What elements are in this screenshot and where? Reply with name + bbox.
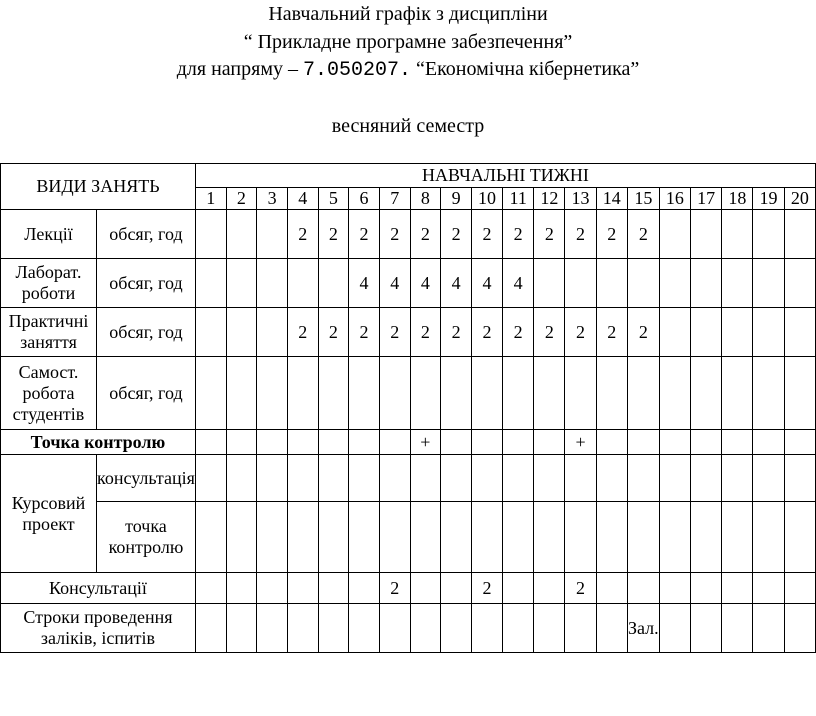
week-cell [503,357,534,430]
exam-cell [503,604,534,653]
week-cell [195,259,226,308]
consult-cell [659,573,690,604]
course-control-cell [257,502,288,573]
week-cell [659,357,690,430]
week-cell [753,357,784,430]
exam-cell [349,604,380,653]
week-cell [287,259,318,308]
course-control-cell [627,502,659,573]
course-consult-cell [287,455,318,502]
week-cell: 2 [627,210,659,259]
control-cell [503,430,534,455]
course-control-cell [318,502,349,573]
week-cell: 2 [287,308,318,357]
week-cell: 2 [349,308,380,357]
control-cell [257,430,288,455]
control-cell [722,430,753,455]
course-consult-cell [722,455,753,502]
week-cell [784,259,815,308]
week-cell [627,259,659,308]
control-cell: + [565,430,596,455]
week-cell [226,308,257,357]
week-cell: 2 [471,308,502,357]
weeks-header: НАВЧАЛЬНІ ТИЖНІ [195,164,815,188]
table-row [1,210,816,259]
week-cell: 2 [379,308,410,357]
title-line-3-suffix: “Економічна кібернетика” [416,58,640,80]
control-cell [659,430,690,455]
week-cell: 4 [410,259,441,308]
week-cell: 2 [596,308,627,357]
week-number: 7 [379,188,410,210]
week-cell [257,259,288,308]
table-row [1,455,816,502]
week-cell: 2 [379,210,410,259]
week-cell [753,210,784,259]
week-cell [195,308,226,357]
course-control-cell [565,502,596,573]
activity-label: Лекції [1,210,97,259]
week-cell [318,357,349,430]
schedule-table [0,163,816,653]
course-control-cell [722,502,753,573]
week-cell [257,357,288,430]
course-control-cell [534,502,565,573]
course-consult-cell [195,455,226,502]
course-project-label: Курсовий проект [1,455,97,573]
control-cell [226,430,257,455]
consult-cell [195,573,226,604]
consult-cell: 2 [379,573,410,604]
control-cell [691,430,722,455]
week-cell [379,357,410,430]
exam-cell [379,604,410,653]
course-control-cell [349,502,380,573]
week-cell [722,357,753,430]
course-control-cell [287,502,318,573]
course-consult-cell [471,455,502,502]
table-row [1,502,816,573]
table-row [1,308,816,357]
control-cell [753,430,784,455]
week-number: 20 [784,188,815,210]
exam-cell [287,604,318,653]
week-cell: 2 [534,308,565,357]
exam-cell [410,604,441,653]
course-consult-cell [784,455,815,502]
week-number: 5 [318,188,349,210]
course-consult-cell [379,455,410,502]
consult-cell [753,573,784,604]
consult-cell [226,573,257,604]
exam-cell [691,604,722,653]
week-cell [784,210,815,259]
consult-cell [627,573,659,604]
week-cell: 2 [565,210,596,259]
title-line-2: “ Прикладне програмне забезпечення” [243,31,573,53]
week-number: 15 [627,188,659,210]
week-cell: 4 [503,259,534,308]
course-control-label: точка контролю [97,502,196,573]
control-cell [287,430,318,455]
week-number: 1 [195,188,226,210]
consult-cell [318,573,349,604]
exam-dates-label: Строки проведення заліків, іспитів [1,604,196,653]
title-line-1: Навчальний графік з дисципліни [268,3,548,25]
week-cell [722,210,753,259]
consult-cell [691,573,722,604]
control-cell [784,430,815,455]
week-cell: 2 [287,210,318,259]
week-number: 17 [691,188,722,210]
week-cell [226,210,257,259]
week-cell: 2 [627,308,659,357]
week-cell: 4 [441,259,472,308]
activity-unit: обсяг, год [97,259,196,308]
consult-cell [287,573,318,604]
week-cell [596,357,627,430]
exam-cell [441,604,472,653]
course-control-cell [410,502,441,573]
course-consult-cell [596,455,627,502]
week-cell: 2 [565,308,596,357]
exam-cell [471,604,502,653]
week-cell [195,357,226,430]
week-cell [596,259,627,308]
week-cell: 2 [349,210,380,259]
consult-cell [596,573,627,604]
week-cell [565,259,596,308]
course-control-cell [753,502,784,573]
course-consult-cell [659,455,690,502]
course-control-cell [659,502,690,573]
week-cell: 2 [318,308,349,357]
consult-cell [722,573,753,604]
exam-cell [226,604,257,653]
control-cell [596,430,627,455]
week-cell [784,308,815,357]
week-cell [659,308,690,357]
activity-label: Самост. робота студентів [1,357,97,430]
week-cell [691,357,722,430]
exam-cell [318,604,349,653]
week-cell [627,357,659,430]
control-point-label: Точка контролю [1,430,196,455]
week-cell: 4 [379,259,410,308]
week-cell [691,210,722,259]
types-header: ВИДИ ЗАНЯТЬ [1,164,196,210]
week-cell: 2 [503,210,534,259]
consult-cell [410,573,441,604]
week-cell [722,308,753,357]
course-consult-cell [627,455,659,502]
control-cell [534,430,565,455]
course-consult-cell [318,455,349,502]
course-consult-cell [349,455,380,502]
week-cell: 2 [596,210,627,259]
course-consult-cell [534,455,565,502]
week-cell [722,259,753,308]
semester-title: весняний семестр [331,115,485,137]
week-number: 10 [471,188,502,210]
control-cell [471,430,502,455]
week-number: 3 [257,188,288,210]
activity-unit: обсяг, год [97,308,196,357]
week-cell [471,357,502,430]
activity-unit: обсяг, год [97,210,196,259]
consult-cell: 2 [471,573,502,604]
exam-cell [257,604,288,653]
week-number: 4 [287,188,318,210]
week-cell: 2 [503,308,534,357]
week-cell: 2 [471,210,502,259]
week-number: 13 [565,188,596,210]
control-cell [441,430,472,455]
control-cell [195,430,226,455]
week-cell [195,210,226,259]
week-cell [349,357,380,430]
week-cell [257,210,288,259]
week-number: 16 [659,188,690,210]
exam-cell [753,604,784,653]
activity-label: Практичні заняття [1,308,97,357]
table-row [1,430,816,455]
week-cell [226,259,257,308]
control-cell: + [410,430,441,455]
consult-cell [784,573,815,604]
course-consult-cell [441,455,472,502]
week-cell [257,308,288,357]
table-row [1,573,816,604]
week-cell: 2 [410,210,441,259]
week-cell [318,259,349,308]
exam-cell [565,604,596,653]
week-cell: 2 [441,210,472,259]
week-cell: 4 [471,259,502,308]
course-consult-cell [226,455,257,502]
week-cell: 2 [534,210,565,259]
exam-cell [722,604,753,653]
activity-unit: обсяг, год [97,357,196,430]
consult-cell [503,573,534,604]
week-number: 9 [441,188,472,210]
exam-cell [534,604,565,653]
table-row [1,357,816,430]
week-cell [534,259,565,308]
week-number: 19 [753,188,784,210]
week-number: 18 [722,188,753,210]
course-consultation-label: консультація [97,455,196,502]
week-cell [784,357,815,430]
week-cell [659,210,690,259]
exam-cell [195,604,226,653]
week-cell: 2 [318,210,349,259]
consult-cell: 2 [565,573,596,604]
week-cell [691,308,722,357]
week-number: 11 [503,188,534,210]
course-control-cell [503,502,534,573]
week-cell [287,357,318,430]
activity-label: Лаборат. роботи [1,259,97,308]
control-cell [379,430,410,455]
exam-cell [596,604,627,653]
table-row [1,259,816,308]
course-consult-cell [753,455,784,502]
exam-cell: Зал. [627,604,659,653]
week-cell [226,357,257,430]
week-cell [753,259,784,308]
course-control-cell [195,502,226,573]
course-consult-cell [503,455,534,502]
title-line-3-code: 7.050207. [302,59,412,82]
consult-cell [441,573,472,604]
title-line-3-prefix: для напряму – [176,58,298,80]
control-cell [318,430,349,455]
week-cell: 4 [349,259,380,308]
week-number: 6 [349,188,380,210]
consult-cell [349,573,380,604]
course-consult-cell [410,455,441,502]
week-cell [691,259,722,308]
week-number: 14 [596,188,627,210]
week-cell [565,357,596,430]
course-control-cell [691,502,722,573]
week-number: 2 [226,188,257,210]
course-control-cell [471,502,502,573]
week-number: 8 [410,188,441,210]
course-control-cell [784,502,815,573]
week-number: 12 [534,188,565,210]
course-control-cell [379,502,410,573]
week-cell [441,357,472,430]
consultations-label: Консультації [1,573,196,604]
week-cell [534,357,565,430]
course-control-cell [596,502,627,573]
week-cell [753,308,784,357]
title-line-3 [0,57,816,83]
control-cell [349,430,380,455]
week-cell [659,259,690,308]
exam-cell [659,604,690,653]
course-control-cell [226,502,257,573]
table-row [1,604,816,653]
control-cell [627,430,659,455]
course-consult-cell [565,455,596,502]
course-consult-cell [257,455,288,502]
week-cell: 2 [441,308,472,357]
consult-cell [534,573,565,604]
week-cell: 2 [410,308,441,357]
course-consult-cell [691,455,722,502]
week-cell [410,357,441,430]
exam-cell [784,604,815,653]
course-control-cell [441,502,472,573]
consult-cell [257,573,288,604]
